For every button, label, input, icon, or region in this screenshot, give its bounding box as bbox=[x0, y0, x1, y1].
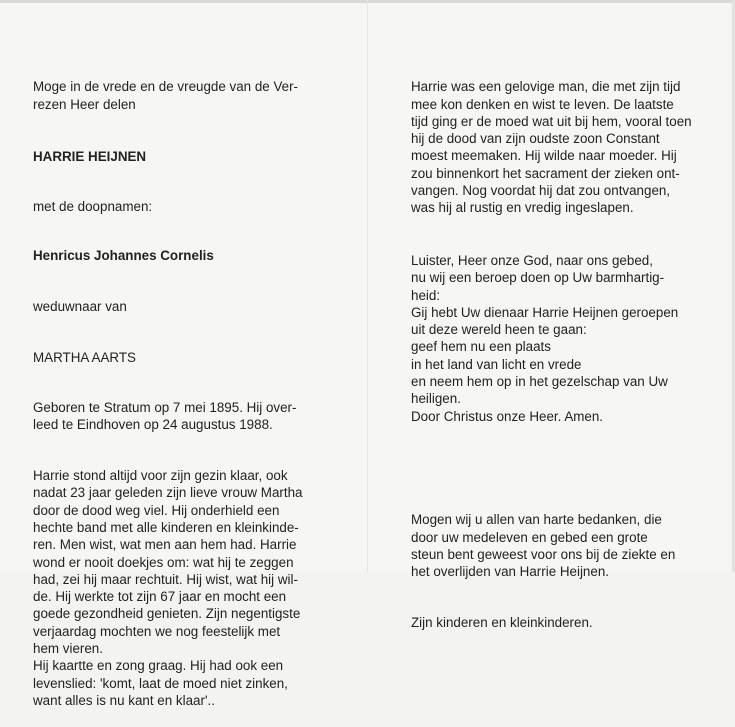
birth-death-text: Geboren te Stratum op 7 mei 1895. Hij over- leed te Eindhoven op 24 augustus 1988. bbox=[33, 400, 297, 433]
signature-text: Zijn kinderen en kleinkinderen. bbox=[411, 614, 593, 630]
prayer-text: Luister, Heer onze God, naar ons gebed, nu wij een beroep doen op Uw barmhartig- heid: Gij hebt Uw dienaar Harrie Heijnen geroepen uit deze wereld heen te gaan: geef hem nu een plaats in het land van licht en vrede en neem hem op in het gezelschap van Uw heiligen. Door Christus onze Heer. Amen. bbox=[411, 252, 679, 424]
faith-text: Harrie was een gelovige man, die met zijn tijd mee kon denken en wist te leven. De laatste tijd ging er de moed wat uit bij hem, vooral toen hij de dood van zijn oudste zoon Constant moest meemaken. Hij wilde naar moeder. Hij zou binnenkort het sacrament der zieken ont- vangen. Nog voordat hij dat zou ontvangen, was hij al rustig en vredig ingeslapen. bbox=[411, 79, 692, 216]
doop-names: Henricus Johannes Cornelis bbox=[33, 248, 214, 264]
widower-label: weduwnaar van bbox=[33, 298, 127, 314]
spouse-name: MARTHA AARTS bbox=[33, 349, 136, 365]
thanks-text: Mogen wij u allen van harte bedanken, die door uw medeleven en gebed een grote steun bent geweest voor ons bij de ziekte en het overlijden van Harrie Heijnen. bbox=[411, 512, 676, 580]
right-panel bbox=[411, 61, 711, 648]
deceased-name: HARRIE HEIJNEN bbox=[33, 149, 147, 165]
card-fold-line bbox=[367, 0, 368, 572]
intro-text: Moge in de vrede en de vreugde van de Ver- rezen Heer delen bbox=[33, 79, 299, 112]
biography-text: Harrie stond altijd voor zijn gezin klaar, ook nadat 23 jaar geleden zijn lieve vrouw Martha door de dood weg viel. Hij onderhield een hechte band met alle kinderen en kleinkinde- ren. Men wist, wat men aan hem had. Harrie wond er nooit doekjes om: wat hij te zeggen had, zei hij maar rechtuit. Hij wist, wat hij wil- de. Hij werkte tot zijn 67 jaar en mocht een goede gezondheid genieten. Zijn negentigste verjaardag mochten we nog feestelijk met hem vieren. Hij kaartte en zong graag. Hij had ook een levenslied: 'komt, laat de moed niet zinken, want alles is nu kant en klaar'.. bbox=[33, 468, 303, 708]
left-panel bbox=[33, 61, 328, 727]
doop-label: met de doopnamen: bbox=[33, 198, 153, 214]
